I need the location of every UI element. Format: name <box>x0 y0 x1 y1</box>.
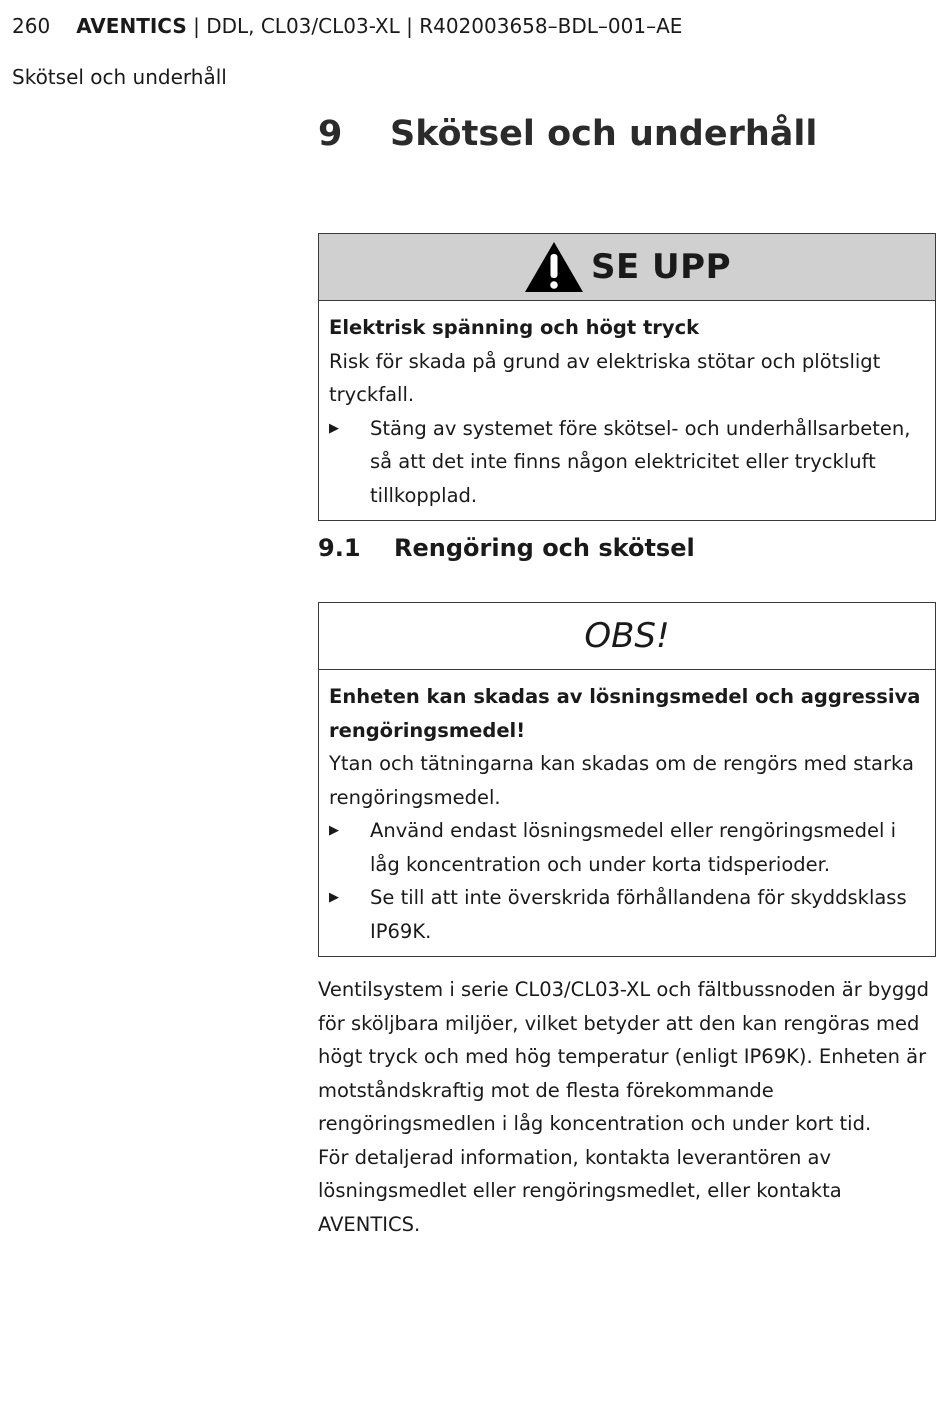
chapter-title: Skötsel och underhåll <box>390 114 818 154</box>
caution-box <box>318 233 936 521</box>
caution-text: Risk för skada på grund av elektriska stötar och plötsligt tryckfall. <box>329 349 881 406</box>
bullet-arrow-icon: ▶ <box>329 823 339 838</box>
brand-name: AVENTICS <box>76 14 187 38</box>
warning-triangle-icon <box>523 240 585 294</box>
running-header <box>12 13 682 39</box>
notice-heading: Enheten kan skadas av lösningsmedel och aggressiva rengöringsmedel! <box>329 685 921 742</box>
subsection-number: 9.1 <box>318 534 361 562</box>
notice-bullet: ▶ Se till att inte överskrida förhållandena för skyddsklass IP69K. <box>329 881 927 948</box>
page-number: 260 <box>12 14 51 38</box>
notice-bullet: ▶ Använd endast lösningsmedel eller rengöringsmedel i låg koncentration och under korta tidsperioder. <box>329 814 927 881</box>
body-paragraph: För detaljerad information, kontakta leverantören av lösningsmedlet eller rengöringsmedlet, eller kontakta AVENTICS. <box>318 1145 842 1236</box>
subsection-heading <box>318 532 695 564</box>
notice-text: Ytan och tätningarna kan skadas om de rengörs med starka rengöringsmedel. <box>329 752 914 809</box>
notice-box-header <box>319 603 935 670</box>
chapter-number: 9 <box>318 114 343 154</box>
notice-box <box>318 602 936 957</box>
bullet-arrow-icon: ▶ <box>329 890 339 905</box>
caution-signal-word: SE UPP <box>591 247 731 287</box>
chapter-heading <box>318 110 817 158</box>
notice-signal-word: OBS! <box>584 616 670 656</box>
subsection-title: Rengöring och skötsel <box>394 534 695 562</box>
caution-heading: Elektrisk spänning och högt tryck <box>329 316 700 339</box>
caution-box-body <box>319 301 935 520</box>
document-info: | DDL, CL03/CL03-XL | R402003658–BDL–001–AE <box>186 14 683 38</box>
bullet-arrow-icon: ▶ <box>329 420 339 436</box>
section-label: Skötsel och underhåll <box>12 65 227 89</box>
body-text <box>318 973 943 1241</box>
body-paragraph: Ventilsystem i serie CL03/CL03-XL och fältbussnoden är byggd för sköljbara miljöer, vilket betyder att den kan rengöras med högt tryck och med hög temperatur (enligt IP69K). Enheten är motståndskraftig mot de flesta förekommande rengöringsmedlen i låg koncentration och under kort tid. <box>318 978 929 1135</box>
caution-bullet: ▶ Stäng av systemet före skötsel- och underhållsarbeten, så att det inte finns någon elektricitet eller tryckluft tillkopplad. <box>329 412 927 513</box>
notice-box-body <box>319 670 935 956</box>
caution-box-header <box>319 234 935 301</box>
